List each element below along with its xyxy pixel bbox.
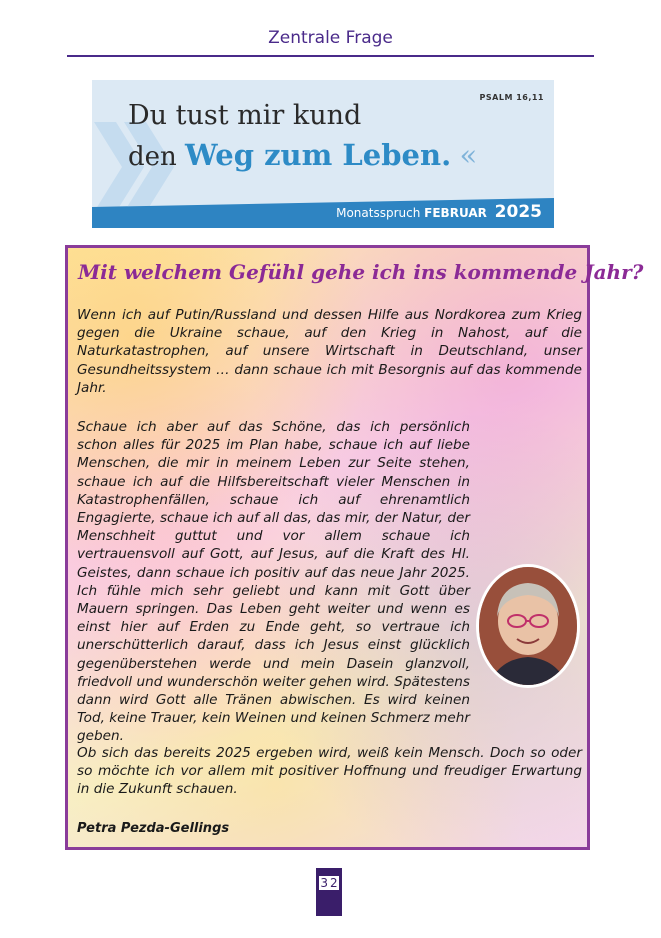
portrait-image bbox=[479, 567, 577, 685]
article-paragraph-2-text: Schaue ich aber auf das Schöne, das ich persönlich schon alles für 2025 im Plan habe, schaue ich auf liebe Menschen, die mir in meinem Leben zur Seite stehen, schaue ich auf die Hilfsbereitschaft vieler Menschen in Katastrophenfällen, schaue ich auf ehrenamtlich Engagierte, schaue ich auf all das, das mir, der Natur, der Menschheit guttut und vor allem schaue ich vertrauensvoll auf Gott, auf Jesus, auf die Kraft des Hl. Geistes, dann schaue ich positiv auf das neue Jahr 2025. Ich fühle mich sehr geliebt und kann mit Gott über Mauern springen. Das Leben geht weiter und wenn es einst hier auf Erden zu Ende geht, so vertraue ich unerschütterlich darauf, dass ich Jesus einst glücklich gegenüberstehen werde und mein Dasein glanzvoll, friedvoll und wunderschön weiter gehen wird. Spätestens dann wird Gott alle Tränen abwischen. Es wird keinen Tod, keine Trauer, kein Weinen und keinen Schmerz mehr geben. bbox=[77, 419, 470, 745]
closing-quote: « bbox=[459, 138, 478, 172]
page-number bbox=[316, 876, 342, 890]
psalm-reference: PSALM 16,11 bbox=[479, 93, 544, 102]
banner-footer-text bbox=[336, 202, 542, 222]
verse-line-2-prefix: den bbox=[128, 142, 177, 172]
article-author: Petra Pezda-Gellings bbox=[77, 821, 230, 836]
verse-line-2 bbox=[128, 138, 477, 172]
verse-line-1: Du tust mir kund bbox=[128, 100, 362, 131]
footer-year: 2025 bbox=[494, 202, 542, 222]
footer-label: Monatsspruch bbox=[336, 206, 421, 220]
page-section-title: Zentrale Frage bbox=[268, 28, 393, 48]
page-number-left: 3 bbox=[320, 876, 328, 890]
article-heading: Mit welchem Gefühl gehe ich ins kommende Jahr? bbox=[78, 260, 644, 284]
page-number-tab bbox=[316, 868, 342, 916]
author-photo bbox=[476, 564, 580, 688]
article-paragraph-1: Wenn ich auf Putin/Russland und dessen Hilfe aus Nordkorea zum Krieg gegen die Ukraine schaue, auf den Krieg in Nahost, auf die Naturkatastrophen, auf unsere Wirtschaft in Deutschland, unser Gesundheitssystem … dann schaue ich mit Besorgnis auf das kommende Jahr. bbox=[77, 307, 582, 396]
footer-month: FEBRUAR bbox=[424, 206, 487, 220]
verse-highlight: Weg zum Leben. bbox=[185, 138, 452, 172]
article-paragraph-3: Ob sich das bereits 2025 ergeben wird, weiß kein Mensch. Doch so oder so möchte ich vor allem mit positiver Hoffnung und freudiger Erwartung in die Zukunft schauen. bbox=[77, 745, 582, 798]
page-number-right: 2 bbox=[330, 876, 338, 890]
header-divider bbox=[67, 55, 594, 57]
article-box bbox=[65, 245, 644, 850]
monthly-verse-banner bbox=[92, 80, 554, 228]
